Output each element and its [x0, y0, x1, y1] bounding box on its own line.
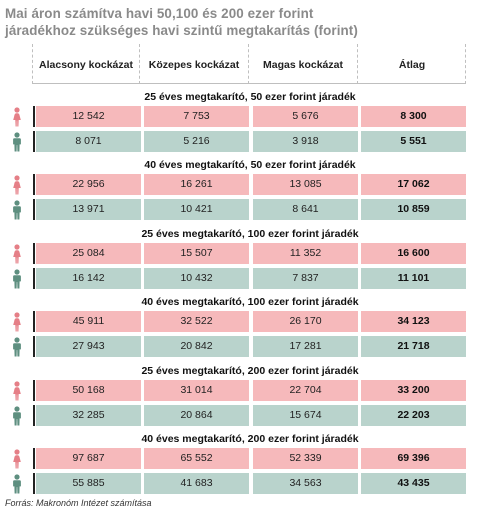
male-row	[0, 131, 477, 152]
column-header-low-risk: Alacsony kockázat	[39, 59, 133, 71]
male-person-icon	[10, 132, 24, 152]
row-axis-line	[33, 448, 35, 469]
value-cell: 50 168	[36, 380, 141, 401]
female-row	[0, 311, 477, 332]
section-title: 25 éves megtakarító, 200 ezer forint járadék	[141, 365, 359, 377]
row-axis-line	[33, 199, 35, 220]
male-person-icon	[10, 269, 24, 289]
female-person-icon	[10, 175, 24, 195]
source-note: Forrás: Makronóm Intézet számítása	[5, 498, 152, 508]
male-person-icon	[10, 406, 24, 426]
value-cell: 31 014	[144, 380, 249, 401]
value-cell: 34 563	[253, 473, 358, 494]
value-cell: 17 281	[253, 336, 358, 357]
value-cell: 10 421	[144, 199, 249, 220]
value-cell: 20 864	[144, 405, 249, 426]
average-cell: 22 203	[361, 405, 466, 426]
value-cell: 3 918	[253, 131, 358, 152]
female-person-icon	[10, 449, 24, 469]
row-axis-line	[33, 311, 35, 332]
average-cell: 8 300	[361, 106, 466, 127]
female-person-icon	[10, 107, 24, 127]
female-person-icon	[10, 381, 24, 401]
male-row	[0, 268, 477, 289]
value-cell: 26 170	[253, 311, 358, 332]
female-row	[0, 448, 477, 469]
value-cell: 10 432	[144, 268, 249, 289]
row-axis-line	[33, 336, 35, 357]
row-axis-line	[33, 268, 35, 289]
value-cell: 97 687	[36, 448, 141, 469]
row-axis-line	[33, 243, 35, 264]
grid-divider	[32, 44, 33, 84]
average-cell: 11 101	[361, 268, 466, 289]
row-axis-line	[33, 405, 35, 426]
title-line-2: járadékhoz szükséges havi szintű megtakarítás (forint)	[5, 23, 358, 38]
female-row	[0, 174, 477, 195]
value-cell: 5 676	[253, 106, 358, 127]
column-header-high-risk: Magas kockázat	[263, 59, 343, 71]
female-person-icon	[10, 312, 24, 332]
section-title: 40 éves megtakarító, 50 ezer forint járadék	[144, 159, 356, 171]
female-row	[0, 243, 477, 264]
average-cell: 34 123	[361, 311, 466, 332]
section-title: 25 éves megtakarító, 50 ezer forint járadék	[144, 91, 356, 103]
column-header-row	[32, 44, 466, 84]
column-header-average: Átlag	[398, 59, 426, 71]
value-cell: 7 837	[253, 268, 358, 289]
value-cell: 7 753	[144, 106, 249, 127]
average-cell: 17 062	[361, 174, 466, 195]
row-axis-line	[33, 131, 35, 152]
average-cell: 43 435	[361, 473, 466, 494]
average-cell: 10 859	[361, 199, 466, 220]
row-axis-line	[33, 473, 35, 494]
grid-divider	[465, 44, 466, 84]
value-cell: 15 674	[253, 405, 358, 426]
value-cell: 41 683	[144, 473, 249, 494]
grid-divider	[139, 44, 140, 84]
average-cell: 16 600	[361, 243, 466, 264]
male-person-icon	[10, 474, 24, 494]
section-title: 25 éves megtakarító, 100 ezer forint járadék	[141, 228, 359, 240]
value-cell: 25 084	[36, 243, 141, 264]
value-cell: 27 943	[36, 336, 141, 357]
female-row	[0, 380, 477, 401]
grid-divider	[248, 44, 249, 84]
value-cell: 65 552	[144, 448, 249, 469]
value-cell: 22 704	[253, 380, 358, 401]
value-cell: 8 071	[36, 131, 141, 152]
male-row	[0, 405, 477, 426]
value-cell: 16 261	[144, 174, 249, 195]
section-title: 40 éves megtakarító, 200 ezer forint járadék	[141, 433, 359, 445]
row-axis-line	[33, 106, 35, 127]
value-cell: 8 641	[253, 199, 358, 220]
row-axis-line	[33, 174, 35, 195]
male-person-icon	[10, 337, 24, 357]
value-cell: 20 842	[144, 336, 249, 357]
column-header-medium-risk: Közepes kockázat	[148, 59, 240, 71]
grid-divider	[357, 44, 358, 84]
value-cell: 5 216	[144, 131, 249, 152]
header-underline	[32, 83, 466, 84]
section-title: 40 éves megtakarító, 100 ezer forint járadék	[141, 296, 359, 308]
average-cell: 33 200	[361, 380, 466, 401]
value-cell: 16 142	[36, 268, 141, 289]
male-row	[0, 473, 477, 494]
average-cell: 69 396	[361, 448, 466, 469]
value-cell: 13 085	[253, 174, 358, 195]
male-row	[0, 199, 477, 220]
male-person-icon	[10, 200, 24, 220]
value-cell: 22 956	[36, 174, 141, 195]
value-cell: 52 339	[253, 448, 358, 469]
value-cell: 32 285	[36, 405, 141, 426]
average-cell: 5 551	[361, 131, 466, 152]
value-cell: 32 522	[144, 311, 249, 332]
value-cell: 45 911	[36, 311, 141, 332]
title-line-1: Mai áron számítva havi 50,100 és 200 ezer forint	[5, 6, 314, 21]
value-cell: 15 507	[144, 243, 249, 264]
page-title	[5, 5, 465, 39]
value-cell: 55 885	[36, 473, 141, 494]
female-person-icon	[10, 244, 24, 264]
average-cell: 21 718	[361, 336, 466, 357]
female-row	[0, 106, 477, 127]
value-cell: 13 971	[36, 199, 141, 220]
value-cell: 12 542	[36, 106, 141, 127]
row-axis-line	[33, 380, 35, 401]
value-cell: 11 352	[253, 243, 358, 264]
male-row	[0, 336, 477, 357]
